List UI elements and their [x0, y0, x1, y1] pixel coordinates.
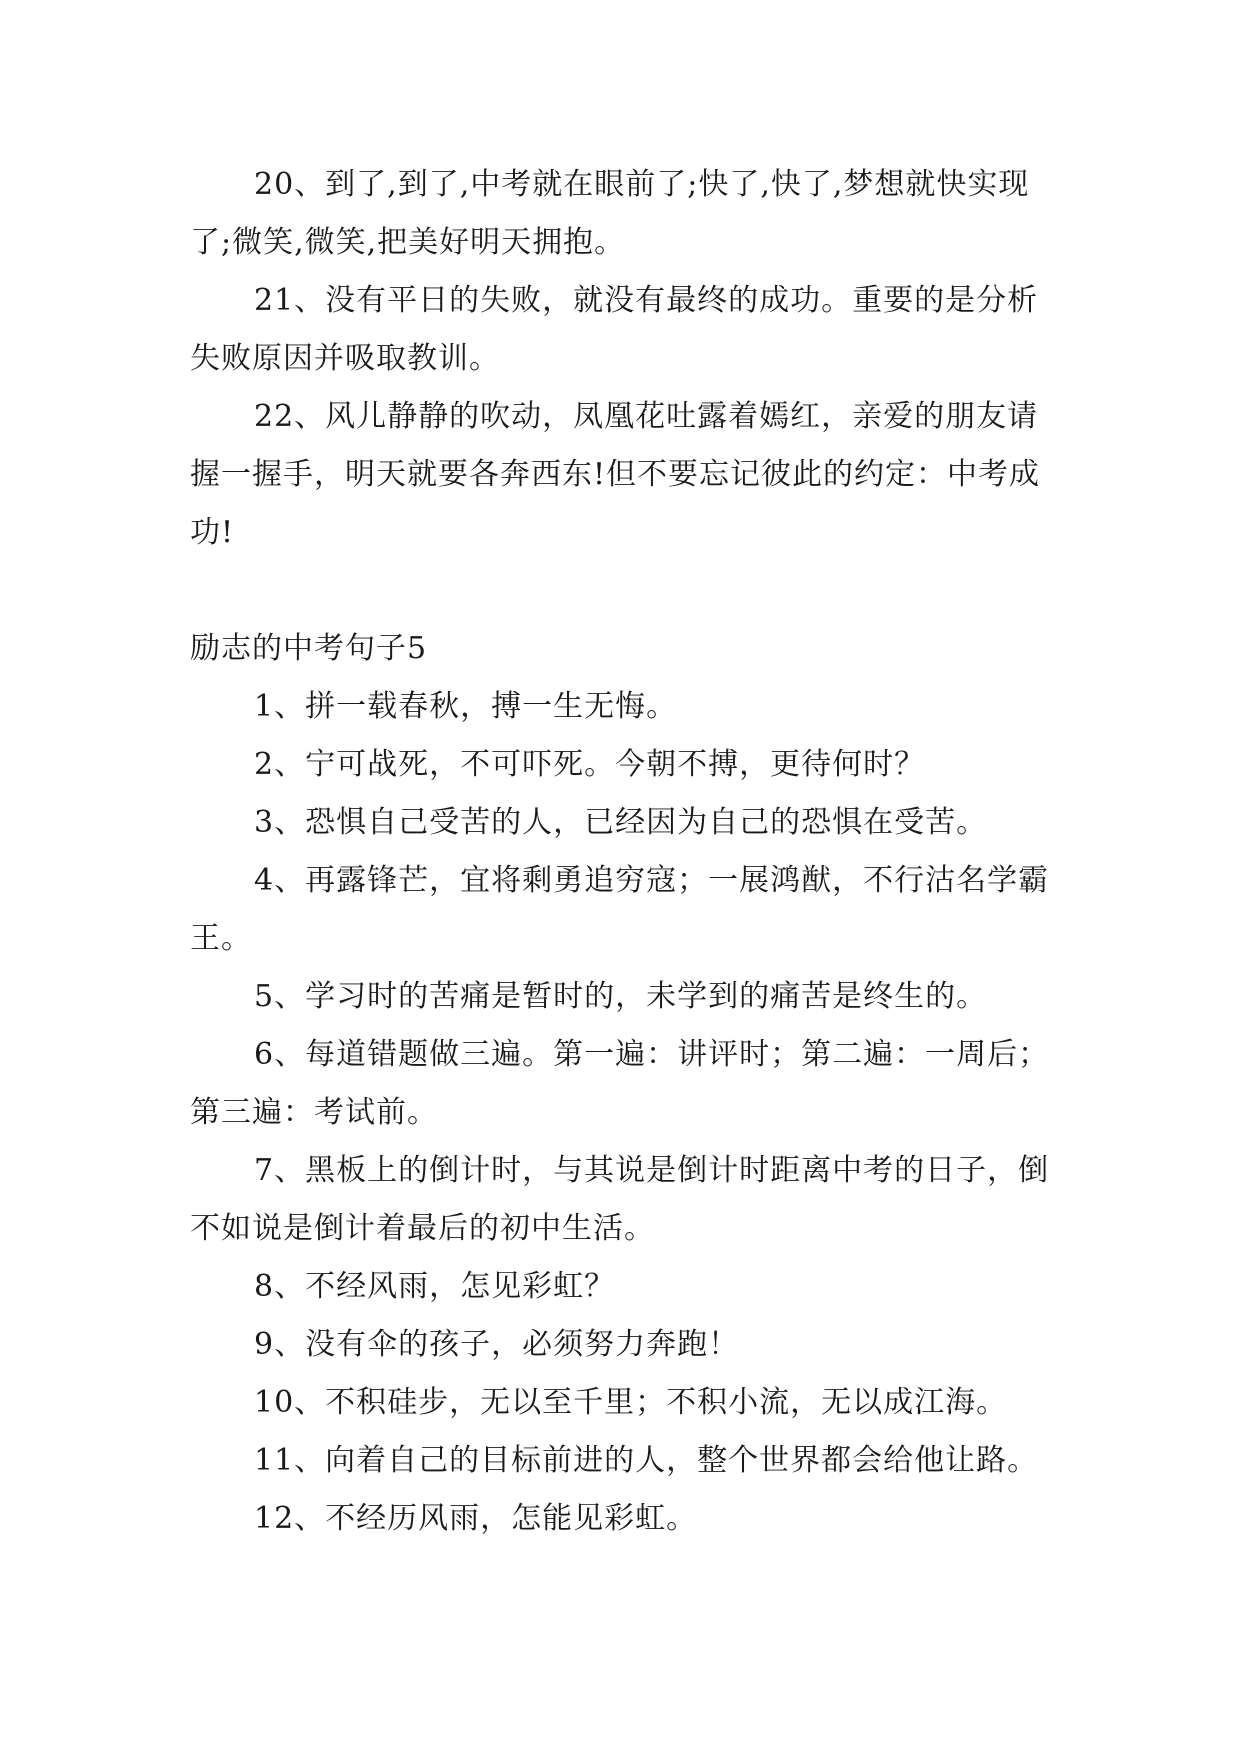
quote-10: 10、不积硅步，无以至千里；不积小流，无以成江海。 — [254, 1385, 1008, 1420]
quote-6: 6、每道错题做三遍。第一遍：讲评时；第二遍：一周后；第三遍：考试前。 — [190, 1037, 1050, 1130]
paragraph-21: 21、没有平日的失败，就没有最终的成功。重要的是分析失败原因并吸取教训。 — [190, 283, 1039, 376]
quote-9: 9、没有伞的孩子，必须努力奔跑！ — [254, 1327, 740, 1362]
quote-12: 12、不经历风雨，怎能见彩虹。 — [254, 1501, 698, 1536]
paragraph-20: 20、到了,到了,中考就在眼前了;快了,快了,梦想就快实现了;微笑,微笑,把美好明天拥抱。 — [190, 167, 1030, 260]
quote-3: 3、恐惧自己受苦的人，已经因为自己的恐惧在受苦。 — [254, 805, 988, 840]
quote-4: 4、再露锋芒，宜将剩勇追穷寇；一展鸿猷，不行沽名学霸王。 — [190, 863, 1050, 956]
section-heading: 励志的中考句子5 — [190, 631, 428, 666]
quote-1: 1、拼一载春秋，搏一生无悔。 — [254, 689, 678, 724]
quote-7: 7、黑板上的倒计时，与其说是倒计时距离中考的日子，倒不如说是倒计着最后的初中生活。 — [190, 1153, 1050, 1246]
document-body — [190, 156, 1060, 1548]
quote-2: 2、宁可战死，不可吓死。今朝不搏，更待何时？ — [254, 747, 926, 782]
quote-5: 5、学习时的苦痛是暂时的，未学到的痛苦是终生的。 — [254, 979, 988, 1014]
quote-11: 11、向着自己的目标前进的人，整个世界都会给他让路。 — [254, 1443, 1039, 1478]
paragraph-22: 22、风儿静静的吹动，凤凰花吐露着嫣红，亲爱的朋友请握一握手，明天就要各奔西东!但不要忘记彼此的约定：中考成功! — [190, 399, 1041, 550]
quote-8: 8、不经风雨，怎见彩虹？ — [254, 1269, 616, 1304]
